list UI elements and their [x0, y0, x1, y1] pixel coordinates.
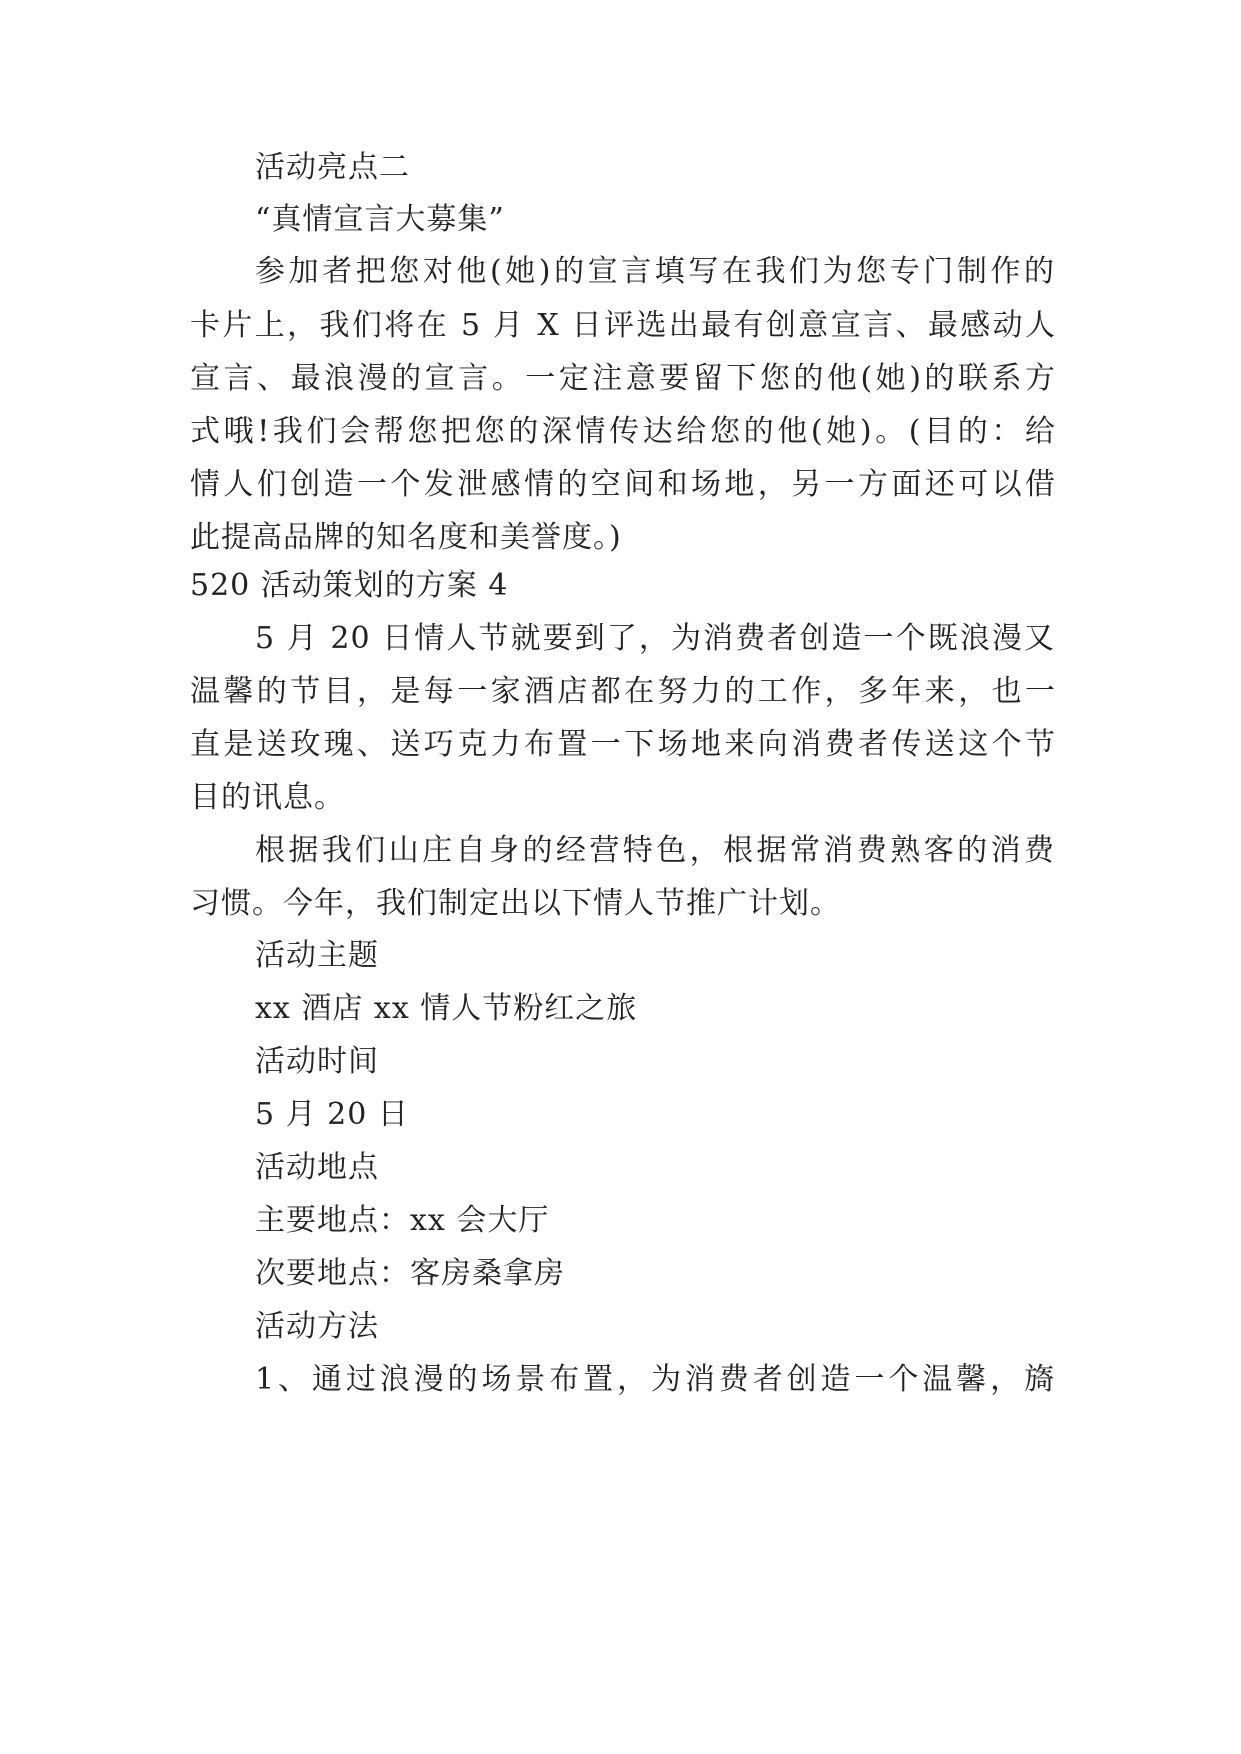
item-label: 活动时间: [255, 1044, 379, 1079]
section-heading: 活动亮点二: [255, 150, 410, 185]
paragraph-line: 此提高品牌的知名度和美誉度。): [190, 520, 622, 555]
section-title: 520 活动策划的方案 4: [190, 568, 509, 603]
paragraph-line: 根据我们山庄自身的经营特色，根据常消费熟客的消费: [255, 833, 1055, 868]
item-label: 活动方法: [255, 1309, 379, 1344]
subheading: “真情宣言大募集”: [255, 202, 505, 237]
paragraph-line: 参加者把您对他(她)的宣言填写在我们为您专门制作的: [255, 254, 1055, 289]
paragraph-line: 习惯。今年，我们制定出以下情人节推广计划。: [190, 886, 841, 921]
paragraph-line: 宣言、最浪漫的宣言。一定注意要留下您的他(她)的联系方: [190, 361, 1056, 396]
paragraph-line: 情人们创造一个发泄感情的空间和场地，另一方面还可以借: [190, 467, 1056, 502]
paragraph-line: 直是送玫瑰、送巧克力布置一下场地来向消费者传送这个节: [190, 727, 1056, 762]
item-value: 主要地点：xx 会大厅: [255, 1203, 550, 1238]
paragraph-line: 温馨的节目，是每一家酒店都在努力的工作，多年来，也一: [190, 674, 1056, 709]
paragraph-line: 目的讯息。: [190, 780, 345, 815]
item-value: 次要地点：客房桑拿房: [255, 1256, 565, 1291]
paragraph-line: 5 月 20 日情人节就要到了，为消费者创造一个既浪漫又: [255, 621, 1055, 656]
paragraph-line: 式哦!我们会帮您把您的深情传达给您的他(她)。(目的：给: [190, 414, 1056, 449]
item-value: 5 月 20 日: [255, 1097, 409, 1132]
paragraph-line: 卡片上，我们将在 5 月 X 日评选出最有创意宣言、最感动人: [190, 308, 1056, 343]
item-label: 活动地点: [255, 1150, 379, 1185]
paragraph-line: 1、通过浪漫的场景布置，为消费者创造一个温馨，旖: [255, 1362, 1055, 1397]
item-label: 活动主题: [255, 938, 379, 973]
item-value: xx 酒店 xx 情人节粉红之旅: [255, 991, 638, 1026]
